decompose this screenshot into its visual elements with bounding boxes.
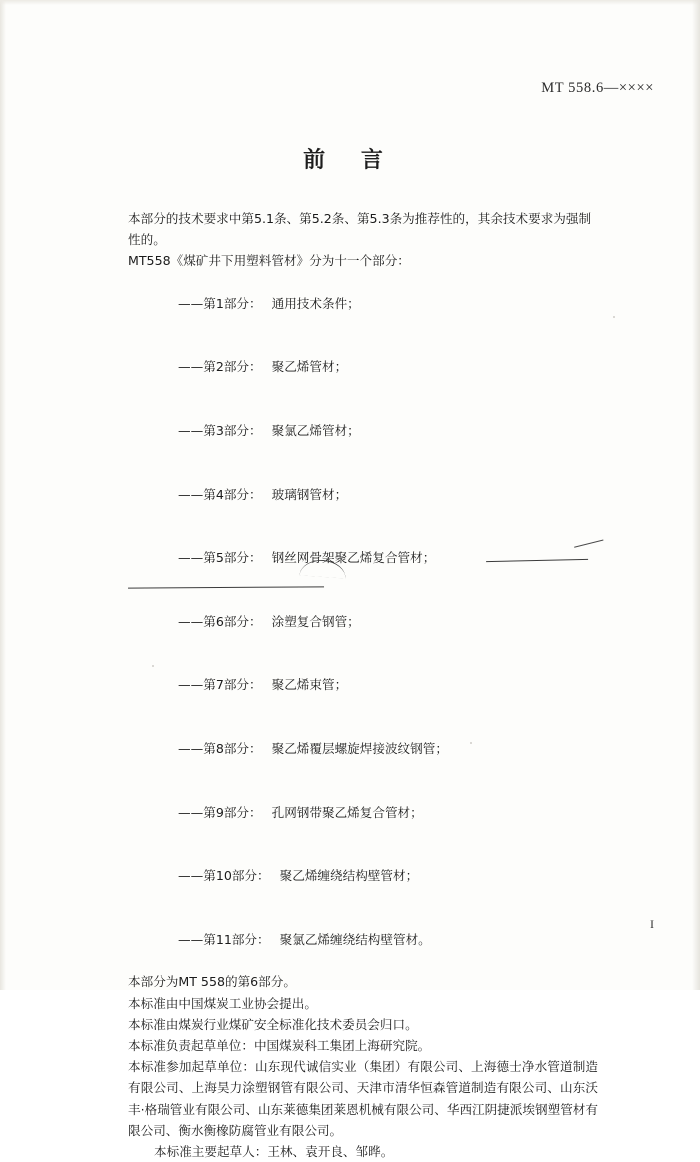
part-item bbox=[128, 780, 598, 844]
part-item bbox=[128, 717, 598, 781]
intro-line-2: MT558《煤矿井下用塑料管材》分为十一个部分： bbox=[128, 253, 410, 269]
part-text: 通用技术条件； bbox=[271, 295, 360, 311]
part-dash: —— bbox=[178, 741, 204, 757]
part-dash: —— bbox=[178, 295, 204, 311]
part-text: 涂塑复合钢管； bbox=[271, 613, 360, 629]
part-dash: —— bbox=[178, 677, 204, 693]
statement-line: 本标准由煤炭行业煤矿安全标准化技术委员会归口。 bbox=[128, 1016, 418, 1032]
intro-line-1: 本部分的技术要求中第5.1条、第5.2条、第5.3条为推荐性的，其余技术要求为强制性的。 bbox=[128, 211, 592, 248]
part-label: 第10部分： bbox=[203, 868, 270, 884]
part-label: 第2部分： bbox=[203, 359, 262, 375]
part-text: 钢丝网骨架聚乙烯复合管材； bbox=[271, 550, 436, 566]
part-label: 第5部分： bbox=[203, 550, 262, 566]
part-label: 第9部分： bbox=[203, 804, 262, 820]
part-dash: —— bbox=[178, 486, 204, 502]
part-label: 第11部分： bbox=[203, 931, 270, 947]
part-dash: —— bbox=[178, 423, 204, 439]
part-dash: —— bbox=[178, 613, 204, 629]
statement-line: 本标准由中国煤炭工业协会提出。 bbox=[128, 995, 317, 1011]
part-label: 第1部分： bbox=[203, 295, 262, 311]
part-item bbox=[128, 590, 598, 654]
part-label: 第6部分： bbox=[203, 613, 262, 629]
standard-code-header: MT 558.6—×××× bbox=[541, 80, 654, 96]
part-label: 第3部分： bbox=[203, 423, 262, 439]
part-item bbox=[128, 399, 598, 463]
part-dash: —— bbox=[178, 550, 204, 566]
scan-speck bbox=[613, 316, 615, 318]
part-label: 第8部分： bbox=[203, 741, 262, 757]
part-item bbox=[128, 462, 598, 526]
document-body bbox=[128, 208, 598, 1162]
statement-line: 本标准负责起草单位：中国煤炭科工集团上海研究院。 bbox=[128, 1037, 431, 1053]
statement-line: 本部分为MT 558的第6部分。 bbox=[128, 974, 296, 990]
part-label: 第4部分： bbox=[203, 486, 262, 502]
part-dash: —— bbox=[178, 804, 204, 820]
scan-edge-top bbox=[0, 0, 700, 5]
part-item bbox=[128, 908, 598, 972]
drafting-units-paragraph: 本标准参加起草单位：山东现代诚信实业（集团）有限公司、上海德士净水管道制造有限公司、上海昊力涂塑钢管有限公司、天津市清华恒森管道制造有限公司、山东沃丰·格瑞管业有限公司、山东莱德集团莱恩机械有限公司、华西江阴捷派埃钢塑管材有限公司、衡水衡橡防腐管业有限公司。 bbox=[128, 1059, 598, 1138]
part-item bbox=[128, 526, 598, 590]
part-dash: —— bbox=[178, 868, 204, 884]
part-text: 聚氯乙烯缠绕结构壁管材。 bbox=[279, 931, 431, 947]
part-text: 聚乙烯覆层螺旋焊接波纹钢管； bbox=[271, 741, 448, 757]
part-text: 聚乙烯管材； bbox=[271, 359, 348, 375]
part-item bbox=[128, 844, 598, 908]
part-item bbox=[128, 653, 598, 717]
part-item bbox=[128, 272, 598, 336]
part-item bbox=[128, 335, 598, 399]
part-text: 聚氯乙烯管材； bbox=[271, 423, 360, 439]
part-dash: —— bbox=[178, 359, 204, 375]
part-text: 孔网钢带聚乙烯复合管材； bbox=[271, 804, 423, 820]
part-text: 玻璃钢管材； bbox=[271, 486, 348, 502]
page-number: I bbox=[650, 917, 654, 931]
part-text: 聚乙烯束管； bbox=[271, 677, 348, 693]
part-text: 聚乙烯缠绕结构壁管材； bbox=[279, 868, 419, 884]
part-dash: —— bbox=[178, 931, 204, 947]
page-title: 前 言 bbox=[303, 147, 397, 173]
part-label: 第7部分： bbox=[203, 677, 262, 693]
main-drafters-line: 本标准主要起草人：王林、袁开良、邹晔。 bbox=[154, 1143, 394, 1159]
